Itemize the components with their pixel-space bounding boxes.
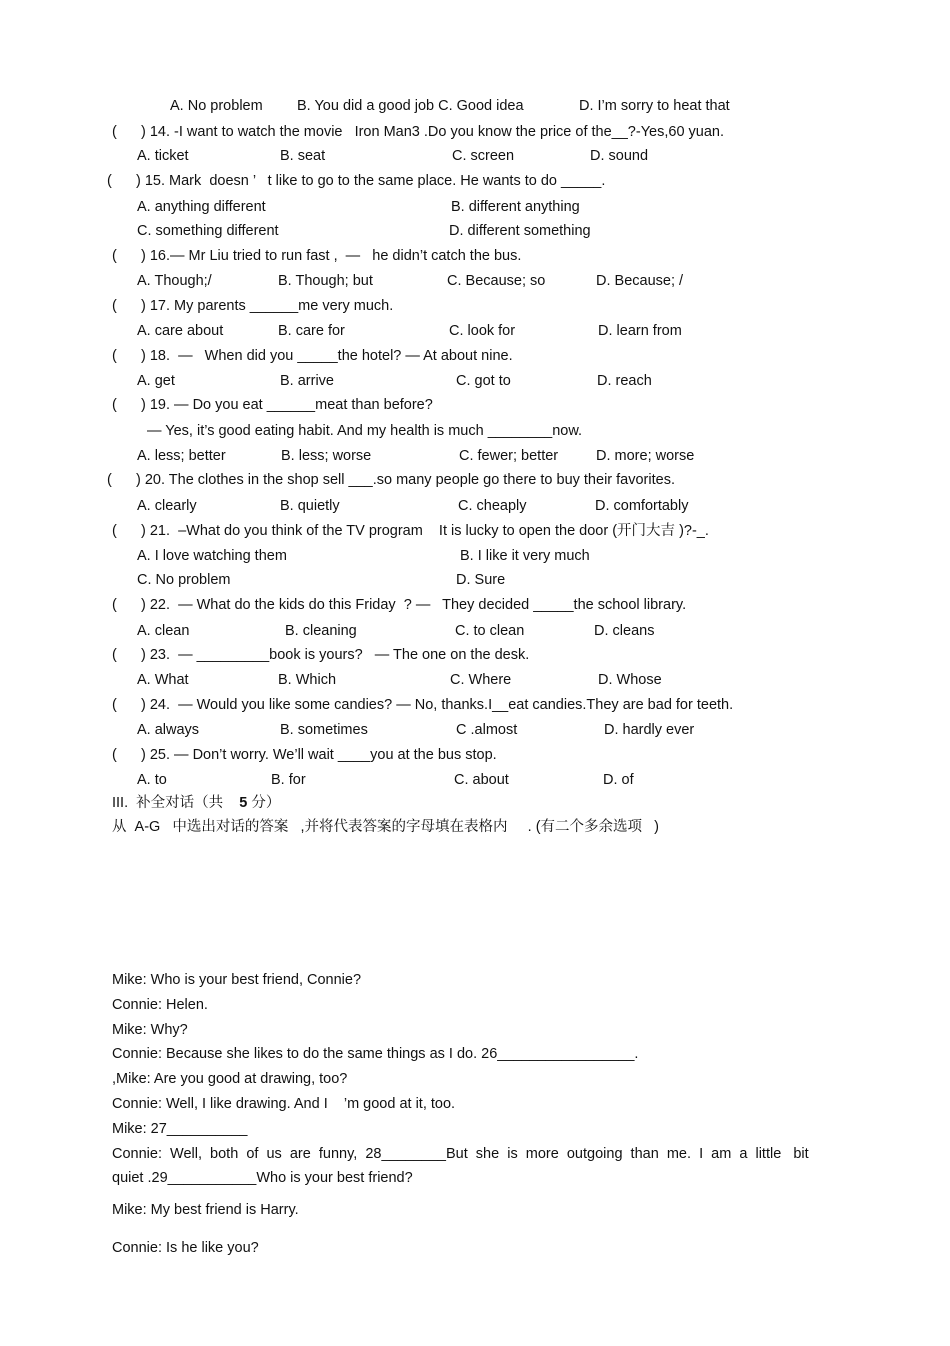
q24-option-d: D. hardly ever bbox=[604, 722, 695, 738]
q23-option-c: C. Where bbox=[450, 672, 512, 688]
q19-option-d: D. more; worse bbox=[596, 448, 695, 464]
dialogue-line-2: Connie: Helen. bbox=[112, 997, 208, 1013]
q13-option-a: A. No problem bbox=[170, 98, 263, 114]
q16-option-a: A. Though;/ bbox=[137, 273, 212, 289]
q16-option-d: D. Because; / bbox=[596, 273, 684, 289]
dialogue-line-3: Mike: Why? bbox=[112, 1022, 188, 1038]
q23-option-a: A. What bbox=[137, 672, 189, 688]
q25-stem: ( ) 25. — Don’t worry. We’ll wait ____you at the bus stop. bbox=[112, 747, 497, 763]
dialogue-line-7: Mike: 27__________ bbox=[112, 1121, 248, 1137]
q22-option-c: C. to clean bbox=[455, 623, 525, 639]
section-3-instruction: 从 A-G 中选出对话的答案 ,并将代表答案的字母填在表格内 . (有二个多余选项 ) bbox=[112, 819, 659, 835]
q23-option-d: D. Whose bbox=[598, 672, 662, 688]
q14-option-c: C. screen bbox=[452, 148, 515, 164]
q24-option-c: C .almost bbox=[456, 722, 518, 738]
q21-stem: ( ) 21. –What do you think of the TV program It is lucky to open the door (开门大吉 )?-_. bbox=[112, 523, 709, 539]
q25-option-c: C. about bbox=[454, 772, 509, 788]
q16-option-b: B. Though; but bbox=[278, 273, 373, 289]
q19-option-b: B. less; worse bbox=[281, 448, 372, 464]
q16-option-c: C. Because; so bbox=[447, 273, 546, 289]
q14-stem: ( ) 14. -I want to watch the movie Iron Man3 .Do you know the price of the__?-Yes,60 yuan. bbox=[112, 124, 725, 140]
dialogue-line-9: quiet .29___________Who is your best friend? bbox=[112, 1170, 413, 1186]
q17-option-c: C. look for bbox=[449, 323, 516, 339]
q17-stem: ( ) 17. My parents ______me very much. bbox=[112, 298, 394, 314]
dialogue-line-8: Connie: Well, both of us are funny, 28________But she is more outgoing than me. I am a little bit bbox=[112, 1146, 809, 1162]
q15-option-b: B. different anything bbox=[451, 199, 580, 215]
q15-stem: ( ) 15. Mark doesn ’ t like to go to the same place. He wants to do _____. bbox=[107, 173, 606, 189]
q22-stem: ( ) 22. — What do the kids do this Friday ? — They decided _____the school library. bbox=[112, 597, 687, 613]
q21-option-c: C. No problem bbox=[137, 572, 231, 588]
dialogue-line-4: Connie: Because she likes to do the same things as I do. 26_________________. bbox=[112, 1046, 639, 1062]
q18-option-c: C. got to bbox=[456, 373, 511, 389]
q22-option-b: B. cleaning bbox=[285, 623, 357, 639]
q25-option-a: A. to bbox=[137, 772, 167, 788]
q14-option-a: A. ticket bbox=[137, 148, 189, 164]
q17-option-a: A. care about bbox=[137, 323, 224, 339]
dialogue-line-6: Connie: Well, I like drawing. And I ’m good at it, too. bbox=[112, 1096, 456, 1112]
q13-option-bc: B. You did a good job C. Good idea bbox=[297, 98, 524, 114]
dialogue-line-1: Mike: Who is your best friend, Connie? bbox=[112, 972, 362, 988]
q13-option-d: D. I’m sorry to heat that bbox=[579, 98, 730, 114]
q23-option-b: B. Which bbox=[278, 672, 337, 688]
q16-stem: ( ) 16.— Mr Liu tried to run fast , — he didn’t catch the bus. bbox=[112, 248, 522, 264]
q19-stem: ( ) 19. — Do you eat ______meat than before? bbox=[112, 397, 433, 413]
q22-option-d: D. cleans bbox=[594, 623, 655, 639]
q18-option-a: A. get bbox=[137, 373, 175, 389]
q14-option-b: B. seat bbox=[280, 148, 326, 164]
q20-stem: ( ) 20. The clothes in the shop sell ___.so many people go there to buy their favorites. bbox=[107, 472, 675, 488]
q20-option-d: D. comfortably bbox=[595, 498, 689, 514]
q21-option-b: B. I like it very much bbox=[460, 548, 590, 564]
q19-option-a: A. less; better bbox=[137, 448, 226, 464]
q18-option-b: B. arrive bbox=[280, 373, 334, 389]
q21-option-a: A. I love watching them bbox=[137, 548, 287, 564]
dialogue-line-10: Mike: My best friend is Harry. bbox=[112, 1202, 299, 1218]
dialogue-line-11: Connie: Is he like you? bbox=[112, 1240, 259, 1256]
q24-stem: ( ) 24. — Would you like some candies? — No, thanks.I__eat candies.They are bad for teeth. bbox=[112, 697, 734, 713]
q21-option-d: D. Sure bbox=[456, 572, 506, 588]
q18-stem: ( ) 18. — When did you _____the hotel? — At about nine. bbox=[112, 348, 513, 364]
q15-option-d: D. different something bbox=[449, 223, 591, 239]
q17-option-d: D. learn from bbox=[598, 323, 682, 339]
section-3-score: 5 bbox=[239, 795, 248, 811]
q14-option-d: D. sound bbox=[590, 148, 649, 164]
q20-option-b: B. quietly bbox=[280, 498, 340, 514]
q20-option-a: A. clearly bbox=[137, 498, 197, 514]
q15-option-c: C. something different bbox=[137, 223, 279, 239]
q20-option-c: C. cheaply bbox=[458, 498, 527, 514]
q17-option-b: B. care for bbox=[278, 323, 345, 339]
q22-option-a: A. clean bbox=[137, 623, 190, 639]
q25-option-b: B. for bbox=[271, 772, 306, 788]
q19-option-c: C. fewer; better bbox=[459, 448, 559, 464]
dialogue-line-5: ,Mike: Are you good at drawing, too? bbox=[112, 1071, 348, 1087]
q18-option-d: D. reach bbox=[597, 373, 652, 389]
q23-stem: ( ) 23. — _________book is yours? — The one on the desk. bbox=[112, 647, 530, 663]
q24-option-b: B. sometimes bbox=[280, 722, 368, 738]
q24-option-a: A. always bbox=[137, 722, 200, 738]
section-3-heading: III. 补全对话（共 5 分） bbox=[112, 795, 281, 811]
q25-option-d: D. of bbox=[603, 772, 634, 788]
q19-stem-reply: — Yes, it’s good eating habit. And my health is much ________now. bbox=[147, 423, 583, 439]
q15-option-a: A. anything different bbox=[137, 199, 266, 215]
